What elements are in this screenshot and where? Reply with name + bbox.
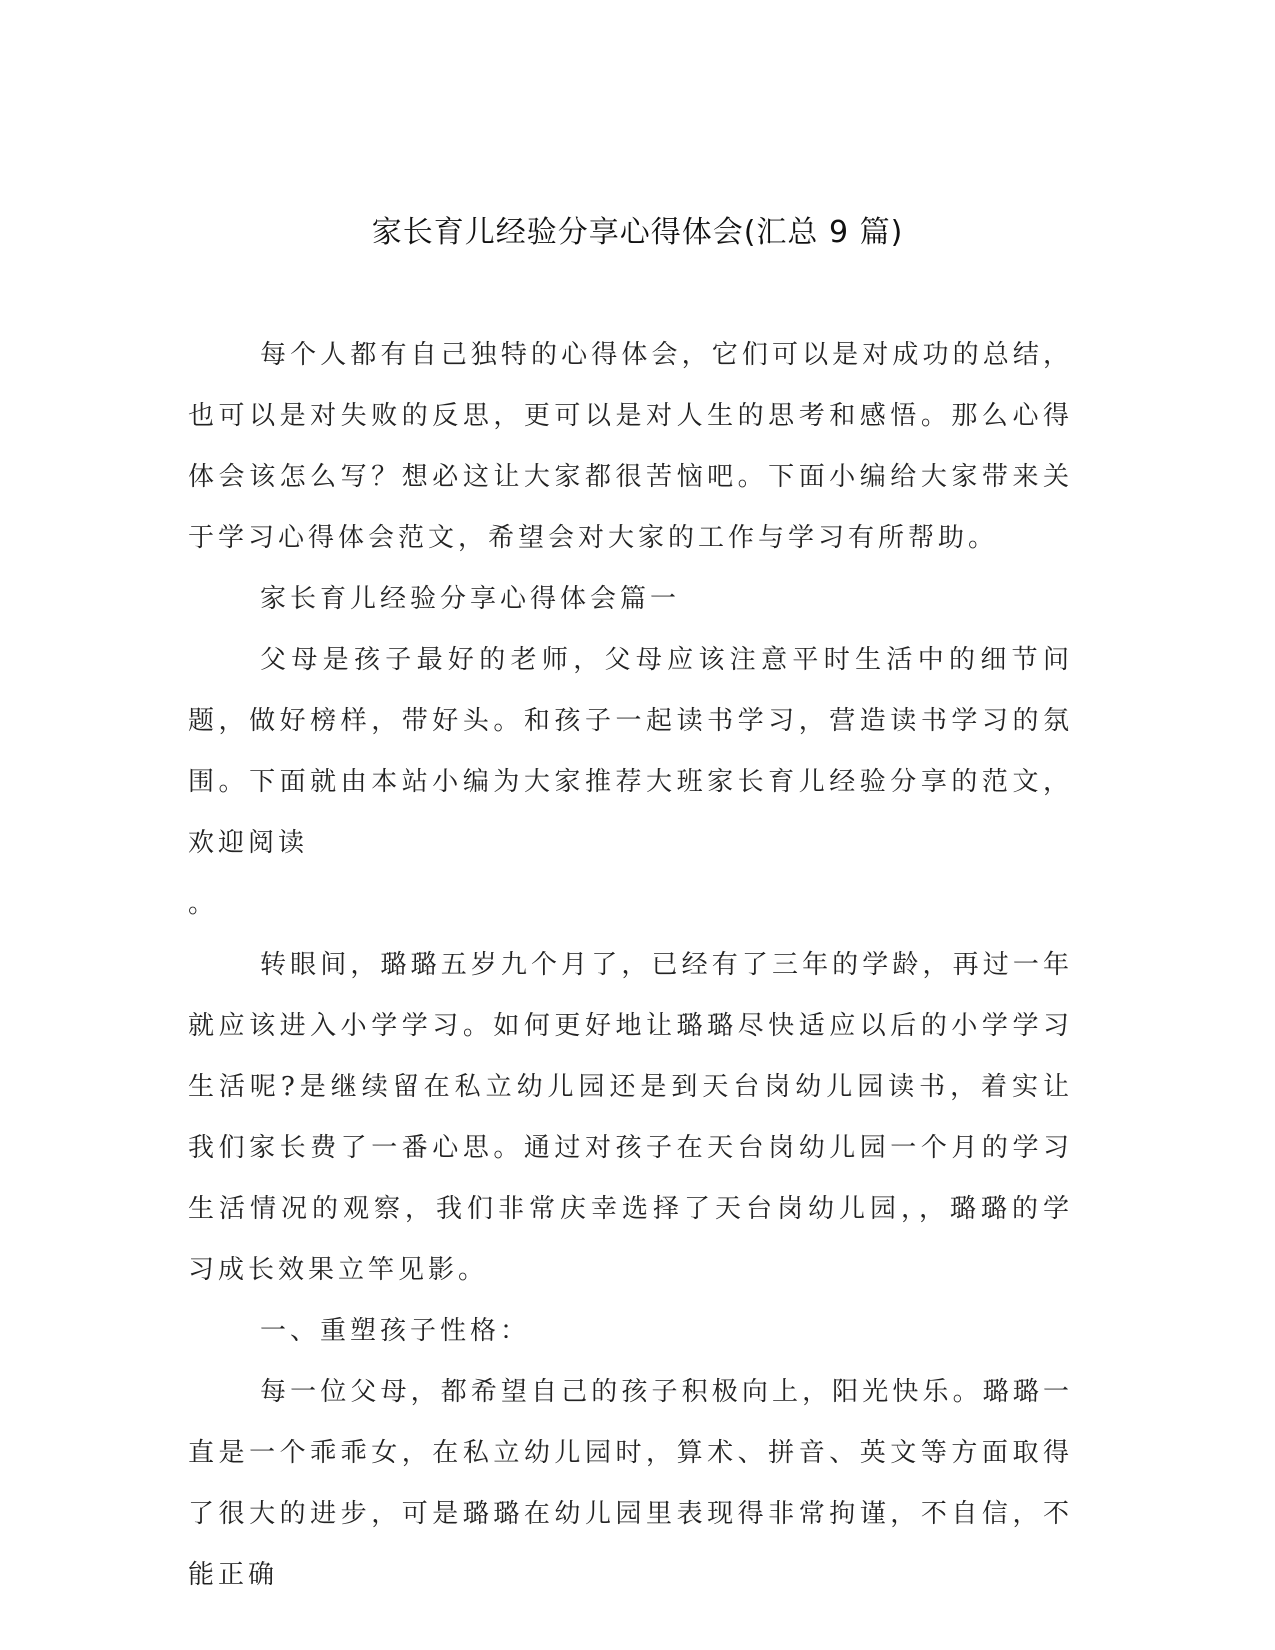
paragraph-parents-role: 父母是孩子最好的老师，父母应该注意平时生活中的细节问题，做好榜样，带好头。和孩子一起读书学习，营造读书学习的氛围。下面就由本站小编为大家推荐大班家长育儿经验分享的范文，欢迎阅读 [188, 645, 1073, 858]
paragraph-every-parent: 每一位父母，都希望自己的孩子积极向上，阳光快乐。璐璐一直是一个乖乖女，在私立幼儿园时，算术、拼音、英文等方面取得了很大的进步，可是璐璐在幼儿园里表现得非常拘谨，不自信，不能正确 [188, 1377, 1073, 1590]
document-body [188, 325, 1073, 1606]
document-title: 家长育儿经验分享心得体会(汇总 9 篇) [371, 215, 904, 250]
section-heading-part-one: 家长育儿经验分享心得体会篇一 [260, 584, 681, 614]
paragraph-intro: 每个人都有自己独特的心得体会，它们可以是对成功的总结，也可以是对失败的反思，更可以是对人生的思考和感悟。那么心得体会该怎么写？想必这让大家都很苦恼吧。下面小编给大家带来关于学习心得体会范文，希望会对大家的工作与学习有所帮助。 [188, 340, 1073, 553]
section-heading-reshape-character: 一、重塑孩子性格： [260, 1316, 531, 1346]
paragraph-trailing-period: 。 [188, 889, 219, 919]
paragraph-lulu-school: 转眼间，璐璐五岁九个月了，已经有了三年的学龄，再过一年就应该进入小学学习。如何更好地让璐璐尽快适应以后的小学学习生活呢?是继续留在私立幼儿园还是到天台岗幼儿园读书，着实让我们家长费了一番心思。通过对孩子在天台岗幼儿园一个月的学习生活情况的观察，我们非常庆幸选择了天台岗幼儿园，，璐璐的学习成长效果立竿见影。 [188, 950, 1073, 1285]
